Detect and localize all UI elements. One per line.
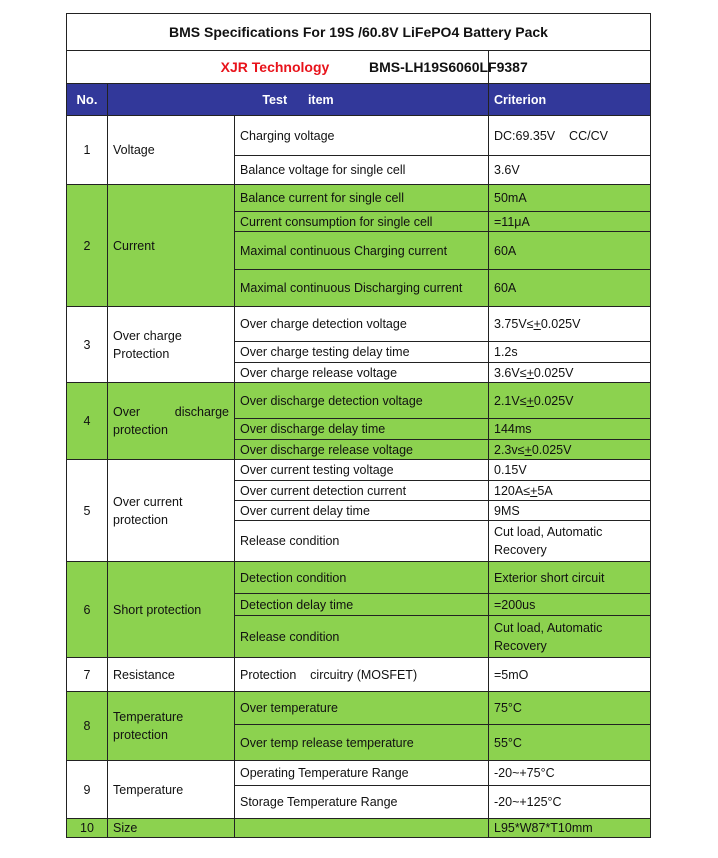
criterion-value: 0.15V	[489, 460, 651, 481]
test-item: Over discharge delay time	[235, 419, 489, 440]
criterion-value: 144ms	[489, 419, 651, 440]
group-number: 1	[67, 116, 108, 185]
group-name: Voltage	[108, 116, 235, 185]
test-item: Balance voltage for single cell	[235, 156, 489, 185]
group-number: 7	[67, 658, 108, 692]
spec-table	[66, 13, 651, 838]
criterion-value: =200us	[489, 594, 651, 616]
group-number: 10	[67, 819, 108, 838]
criterion-value: 60A	[489, 270, 651, 307]
criterion-value	[489, 363, 651, 383]
plus-minus-sign: +	[526, 393, 534, 408]
model-number	[369, 51, 651, 84]
model-number-text: BMS-LH19S6060LF9387	[369, 59, 528, 75]
criterion-value: 3.6V	[489, 156, 651, 185]
test-item: Maximal continuous Discharging current	[235, 270, 489, 307]
criterion-value: 60A	[489, 232, 651, 270]
table-row	[67, 307, 651, 342]
table-row	[67, 562, 651, 594]
group-number: 4	[67, 383, 108, 460]
value-part: 0.025V	[540, 317, 581, 331]
table-row	[67, 761, 651, 786]
group-name: Resistance	[108, 658, 235, 692]
plus-minus-sign: +	[530, 483, 538, 498]
test-item: Release condition	[235, 616, 489, 658]
criterion-value: Exterior short circuit	[489, 562, 651, 594]
plus-minus-sign: +	[524, 442, 532, 457]
value-part: 120A≤	[494, 483, 531, 498]
group-number: 5	[67, 460, 108, 562]
group-name-part: protection	[113, 423, 168, 437]
test-item: Over temp release temperature	[235, 725, 489, 761]
test-item: Over current detection current	[235, 481, 489, 501]
table-row	[67, 185, 651, 212]
test-item: Operating Temperature Range	[235, 761, 489, 786]
test-item: Over current delay time	[235, 501, 489, 521]
test-item: Maximal continuous Charging current	[235, 232, 489, 270]
criterion-value: 75°C	[489, 692, 651, 725]
test-item: Storage Temperature Range	[235, 786, 489, 819]
criterion-value	[489, 383, 651, 419]
header-criterion: Criterion	[489, 84, 651, 116]
value-part: 0.025V	[533, 365, 574, 380]
value-part: 2.1V≤	[494, 393, 527, 408]
table-row	[67, 819, 651, 838]
test-item: Balance current for single cell	[235, 185, 489, 212]
document-title: BMS Specifications For 19S /60.8V LiFePO4 Battery Pack	[67, 14, 651, 51]
criterion-value: Cut load, Automatic Recovery	[489, 521, 651, 562]
criterion-value: DC:69.35V CC/CV	[489, 116, 651, 156]
value-part: 5A	[537, 483, 553, 498]
group-name: Current	[108, 185, 235, 307]
group-number: 6	[67, 562, 108, 658]
header-row	[67, 84, 651, 116]
group-name: Over charge Protection	[108, 307, 235, 383]
test-item: Current consumption for single cell	[235, 212, 489, 232]
test-item: Over discharge detection voltage	[235, 383, 489, 419]
group-number: 3	[67, 307, 108, 383]
value-part: 3.75V≤	[494, 317, 534, 331]
criterion-value: L95*W87*T10mm	[489, 819, 651, 838]
value-part: 0.025V	[531, 442, 572, 457]
group-name: Temperature protection	[108, 692, 235, 761]
group-name: Size	[108, 819, 235, 838]
criterion-value: 50mA	[489, 185, 651, 212]
criterion-value: -20~+125°C	[489, 786, 651, 819]
group-number: 8	[67, 692, 108, 761]
test-item: Detection condition	[235, 562, 489, 594]
group-name-part: Over	[113, 405, 141, 419]
value-part: 3.6V≤	[494, 365, 527, 380]
group-number: 2	[67, 185, 108, 307]
criterion-value: -20~+75°C	[489, 761, 651, 786]
header-test-item: Test item	[108, 84, 489, 116]
group-name-part: discharge	[174, 405, 229, 419]
test-item: Over current testing voltage	[235, 460, 489, 481]
test-item	[235, 819, 489, 838]
title-row	[67, 14, 651, 51]
group-number: 9	[67, 761, 108, 819]
test-item: Over charge testing delay time	[235, 342, 489, 363]
company-name: XJR Technology	[67, 51, 489, 84]
criterion-value: 55°C	[489, 725, 651, 761]
bms-spec-sheet	[66, 13, 650, 838]
group-name: Over current protection	[108, 460, 235, 562]
test-item: Over charge detection voltage	[235, 307, 489, 342]
criterion-value	[489, 440, 651, 460]
table-row	[67, 658, 651, 692]
header-no: No.	[67, 84, 108, 116]
company-row	[67, 51, 651, 84]
test-item: Over charge release voltage	[235, 363, 489, 383]
table-row	[67, 116, 651, 156]
test-item: Detection delay time	[235, 594, 489, 616]
value-part: 0.025V	[533, 393, 574, 408]
test-item: Charging voltage	[235, 116, 489, 156]
criterion-value	[489, 481, 651, 501]
plus-minus-sign: +	[526, 365, 534, 380]
criterion-value: Cut load, Automatic Recovery	[489, 616, 651, 658]
table-row	[67, 692, 651, 725]
group-name: Temperature	[108, 761, 235, 819]
group-name: Short protection	[108, 562, 235, 658]
criterion-value: 1.2s	[489, 342, 651, 363]
value-part: 2.3v≤	[494, 442, 525, 457]
plus-minus-sign: +	[533, 317, 541, 331]
test-item: Over discharge release voltage	[235, 440, 489, 460]
test-item: Protection circuitry (MOSFET)	[235, 658, 489, 692]
table-row	[67, 383, 651, 419]
criterion-value	[489, 307, 651, 342]
group-name	[108, 383, 235, 460]
test-item: Over temperature	[235, 692, 489, 725]
test-item: Release condition	[235, 521, 489, 562]
criterion-value: 9MS	[489, 501, 651, 521]
criterion-value: =5mO	[489, 658, 651, 692]
table-row	[67, 460, 651, 481]
criterion-value: =11μA	[489, 212, 651, 232]
